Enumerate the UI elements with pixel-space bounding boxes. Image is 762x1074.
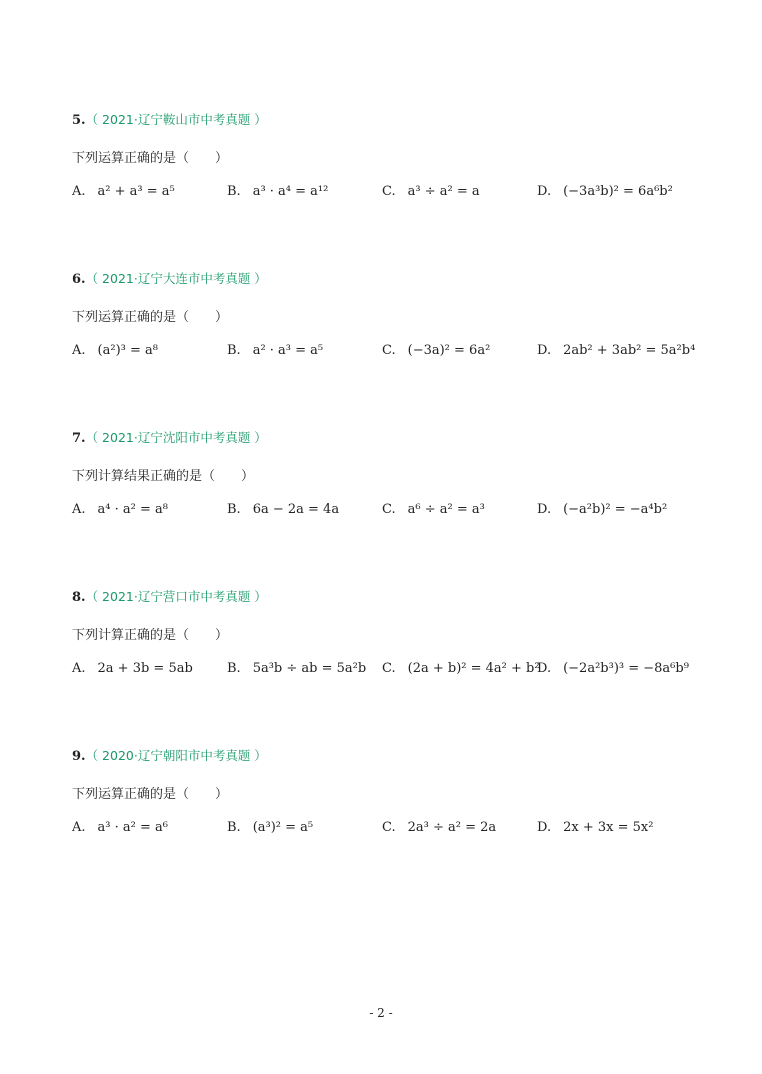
option-d <box>537 343 695 358</box>
option-c <box>382 820 496 835</box>
option-expression: (−3a)² = 6a² <box>407 343 491 358</box>
option-expression: a³ · a⁴ = a¹² <box>252 184 329 199</box>
option-expression: a⁴ · a² = a⁸ <box>97 502 168 517</box>
option-a <box>72 661 193 676</box>
option-b <box>227 184 328 199</box>
option-letter: A. <box>72 820 86 835</box>
option-letter: D. <box>537 502 552 517</box>
option-letter: C. <box>382 343 396 358</box>
option-d <box>537 184 673 199</box>
option-expression: a⁶ ÷ a² = a³ <box>407 502 485 517</box>
question-header <box>72 428 267 446</box>
option-expression: (2a + b)² = 4a² + b² <box>407 661 540 676</box>
question-text: 下列计算正确的是（ ） <box>72 628 229 643</box>
question-source: （ 2021·辽宁沈阳市中考真题 ） <box>85 430 267 445</box>
question-source: （ 2021·辽宁鞍山市中考真题 ） <box>85 112 267 127</box>
option-letter: C. <box>382 184 396 199</box>
option-a <box>72 820 168 835</box>
option-a <box>72 343 158 358</box>
option-d <box>537 502 667 517</box>
option-expression: a³ ÷ a² = a <box>407 184 480 199</box>
option-letter: D. <box>537 343 552 358</box>
option-d <box>537 820 653 835</box>
question-source: （ 2021·辽宁大连市中考真题 ） <box>85 271 267 286</box>
option-expression: 2a³ ÷ a² = 2a <box>407 820 497 835</box>
option-a <box>72 502 168 517</box>
question-number: 5. <box>72 113 86 128</box>
question-number: 9. <box>72 749 86 764</box>
option-expression: 5a³b ÷ ab = 5a²b <box>252 661 367 676</box>
option-expression: 2x + 3x = 5x² <box>563 820 654 835</box>
question-header <box>72 110 267 128</box>
option-expression: (a³)² = a⁵ <box>252 820 314 835</box>
option-expression: a² + a³ = a⁵ <box>97 184 175 199</box>
option-letter: C. <box>382 661 396 676</box>
option-letter: A. <box>72 343 86 358</box>
options-row <box>72 184 712 204</box>
option-c <box>382 343 490 358</box>
option-c <box>382 184 480 199</box>
option-expression: (−2a²b³)³ = −8a⁶b⁹ <box>563 661 689 676</box>
option-letter: A. <box>72 502 86 517</box>
option-letter: D. <box>537 661 552 676</box>
option-letter: D. <box>537 820 552 835</box>
question-text: 下列运算正确的是（ ） <box>72 310 229 325</box>
question-text: 下列运算正确的是（ ） <box>72 787 229 802</box>
options-row <box>72 661 712 681</box>
options-row <box>72 502 712 522</box>
question-text: 下列运算正确的是（ ） <box>72 151 229 166</box>
option-letter: B. <box>227 184 241 199</box>
option-expression: (−a²b)² = −a⁴b² <box>563 502 668 517</box>
option-d <box>537 661 689 676</box>
question-source: （ 2021·辽宁营口市中考真题 ） <box>85 589 267 604</box>
question-number: 7. <box>72 431 86 446</box>
option-expression: (−3a³b)² = 6a⁶b² <box>563 184 673 199</box>
option-letter: D. <box>537 184 552 199</box>
option-b <box>227 502 339 517</box>
question-number: 6. <box>72 272 86 287</box>
option-a <box>72 184 175 199</box>
option-letter: C. <box>382 820 396 835</box>
option-expression: 6a − 2a = 4a <box>252 502 340 517</box>
question-source: （ 2020·辽宁朝阳市中考真题 ） <box>85 748 267 763</box>
question-header <box>72 587 267 605</box>
option-expression: (a²)³ = a⁸ <box>97 343 158 358</box>
option-letter: B. <box>227 820 241 835</box>
option-letter: B. <box>227 661 241 676</box>
option-b <box>227 343 323 358</box>
option-b <box>227 661 366 676</box>
option-letter: A. <box>72 661 86 676</box>
question-text: 下列计算结果正确的是（ ） <box>72 469 255 484</box>
option-expression: a² · a³ = a⁵ <box>252 343 324 358</box>
option-expression: 2a + 3b = 5ab <box>97 661 193 676</box>
option-c <box>382 502 485 517</box>
options-row <box>72 343 712 363</box>
option-expression: 2ab² + 3ab² = 5a²b⁴ <box>563 343 696 358</box>
option-c <box>382 661 540 676</box>
option-letter: B. <box>227 502 241 517</box>
option-letter: C. <box>382 502 396 517</box>
question-header <box>72 746 267 764</box>
option-b <box>227 820 313 835</box>
option-letter: B. <box>227 343 241 358</box>
options-row <box>72 820 712 840</box>
question-number: 8. <box>72 590 86 605</box>
option-expression: a³ · a² = a⁶ <box>97 820 168 835</box>
question-header <box>72 269 267 287</box>
page-number: - 2 - <box>369 1006 393 1020</box>
option-letter: A. <box>72 184 86 199</box>
